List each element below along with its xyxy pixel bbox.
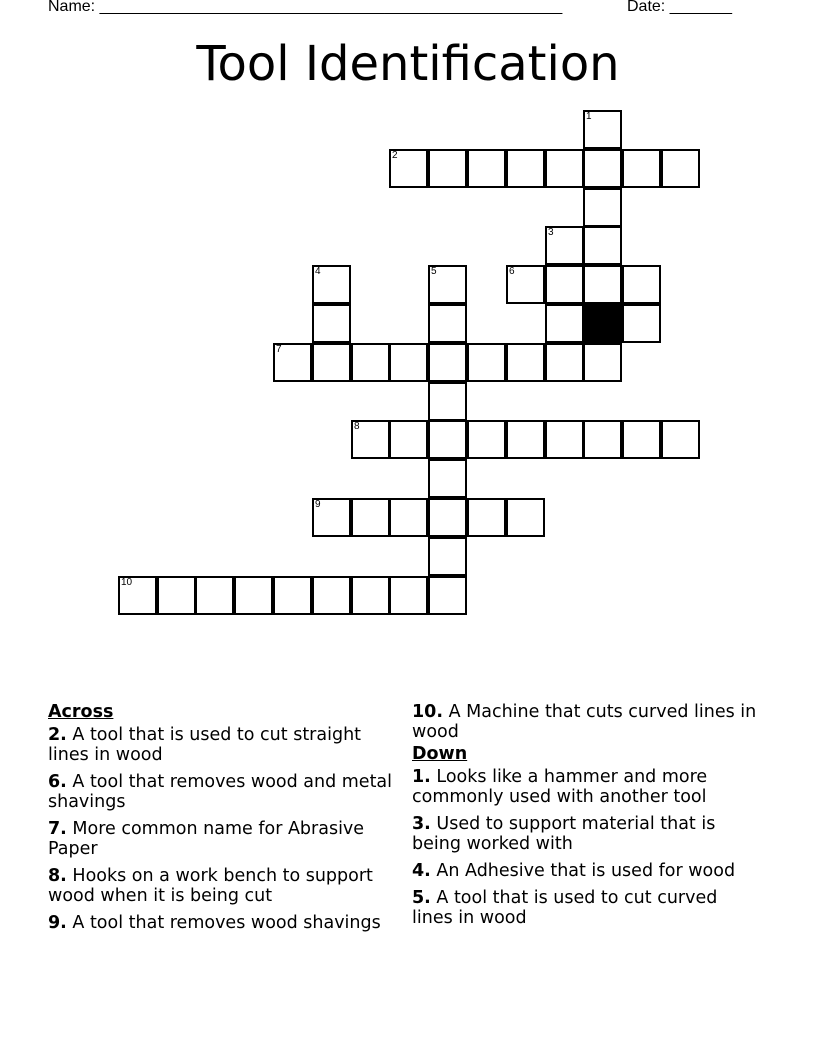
crossword-cell[interactable] [389,576,428,615]
crossword-cell[interactable] [273,576,312,615]
clue-number: 5. [412,888,431,908]
clue-text: A tool that is used to cut straight lines in wood [48,725,362,765]
clue-number: 7. [48,819,67,839]
cell-number: 8 [354,421,360,432]
clue-number: 1. [412,767,431,787]
crossword-cell[interactable] [312,343,351,382]
crossword-cell[interactable] [428,265,467,304]
clue-text: A tool that removes wood and metal shavings [48,772,393,812]
page-title: Tool Identification [196,36,620,92]
crossword-cell[interactable] [661,420,700,459]
across-clue [412,702,762,742]
crossword-cell[interactable] [312,304,351,343]
clue-number: 10. [412,702,444,722]
cell-number: 7 [276,344,282,355]
crossword-cell[interactable] [545,343,584,382]
crossword-cell[interactable] [506,343,545,382]
crossword-block [583,304,622,343]
clue-number: 4. [412,861,431,881]
crossword-cell[interactable] [428,498,467,537]
clue-text: Used to support material that is being worked with [412,814,716,854]
crossword-cell[interactable] [351,498,390,537]
across-clue [48,819,393,859]
crossword-cell[interactable] [583,420,622,459]
across-clue [48,913,393,933]
crossword-cell[interactable] [467,343,506,382]
clue-text: A tool that removes wood shavings [72,913,381,933]
clue-number: 9. [48,913,67,933]
crossword-cell[interactable] [389,343,428,382]
crossword-cell[interactable] [583,226,622,265]
crossword-cell[interactable] [157,576,196,615]
crossword-cell[interactable] [661,149,700,188]
clue-text: A Machine that cuts curved lines in wood [412,702,757,742]
down-clue [412,888,762,928]
crossword-cell[interactable] [428,576,467,615]
cell-number: 4 [315,266,321,277]
crossword-cell[interactable] [428,304,467,343]
crossword-cell[interactable] [545,226,584,265]
crossword-cell[interactable] [506,265,545,304]
clues-left-column [48,702,393,940]
crossword-cell[interactable] [118,576,157,615]
cell-number: 6 [509,266,515,277]
crossword-cell[interactable] [428,382,467,421]
crossword-cell[interactable] [545,265,584,304]
crossword-cell[interactable] [467,149,506,188]
across-clue [48,725,393,765]
clue-text: Looks like a hammer and more commonly used with another tool [412,767,708,807]
down-heading: Down [412,744,468,764]
across-clue [48,772,393,812]
cell-number: 3 [548,227,554,238]
cell-number: 5 [431,266,437,277]
crossword-cell[interactable] [428,343,467,382]
crossword-cell[interactable] [389,498,428,537]
crossword-cell[interactable] [545,149,584,188]
clue-number: 2. [48,725,67,745]
crossword-cell[interactable] [312,498,351,537]
crossword-cell[interactable] [506,498,545,537]
crossword-cell[interactable] [389,149,428,188]
crossword-cell[interactable] [428,459,467,498]
clue-text: More common name for Abrasive Paper [48,819,365,859]
clue-text: An Adhesive that is used for wood [436,861,736,881]
crossword-cell[interactable] [467,498,506,537]
crossword-cell[interactable] [622,265,661,304]
crossword-cell[interactable] [583,110,622,149]
crossword-cell[interactable] [428,149,467,188]
down-clue [412,814,762,854]
down-clue [412,767,762,807]
crossword-cell[interactable] [622,304,661,343]
crossword-cell[interactable] [622,149,661,188]
crossword-cell[interactable] [195,576,234,615]
crossword-cell[interactable] [506,420,545,459]
crossword-cell[interactable] [467,420,506,459]
crossword-cell[interactable] [583,265,622,304]
crossword-cell[interactable] [428,537,467,576]
date-field-label[interactable]: Date: _______ [627,0,732,15]
crossword-cell[interactable] [312,576,351,615]
clue-text: Hooks on a work bench to support wood when it is being cut [48,866,373,906]
crossword-cell[interactable] [506,149,545,188]
crossword-cell[interactable] [351,576,390,615]
cell-number: 10 [121,577,133,588]
cell-number: 2 [392,150,398,161]
crossword-cell[interactable] [622,420,661,459]
cell-number: 9 [315,499,321,510]
across-clue [48,866,393,906]
crossword-cell[interactable] [273,343,312,382]
crossword-cell[interactable] [428,420,467,459]
crossword-cell[interactable] [234,576,273,615]
clue-number: 6. [48,772,67,792]
crossword-cell[interactable] [312,265,351,304]
crossword-cell[interactable] [351,420,390,459]
crossword-cell[interactable] [545,304,584,343]
crossword-cell[interactable] [583,343,622,382]
name-field-label[interactable]: Name: ____________________________________________________ [48,0,563,15]
across-heading: Across [48,702,114,722]
crossword-cell[interactable] [351,343,390,382]
down-clue [412,861,762,881]
clue-number: 3. [412,814,431,834]
clue-text: A tool that is used to cut curved lines in wood [412,888,718,928]
crossword-cell[interactable] [545,420,584,459]
crossword-cell[interactable] [583,149,622,188]
crossword-cell[interactable] [583,188,622,227]
clues-right-column [412,702,762,935]
crossword-cell[interactable] [389,420,428,459]
cell-number: 1 [586,111,592,122]
clue-number: 8. [48,866,67,886]
